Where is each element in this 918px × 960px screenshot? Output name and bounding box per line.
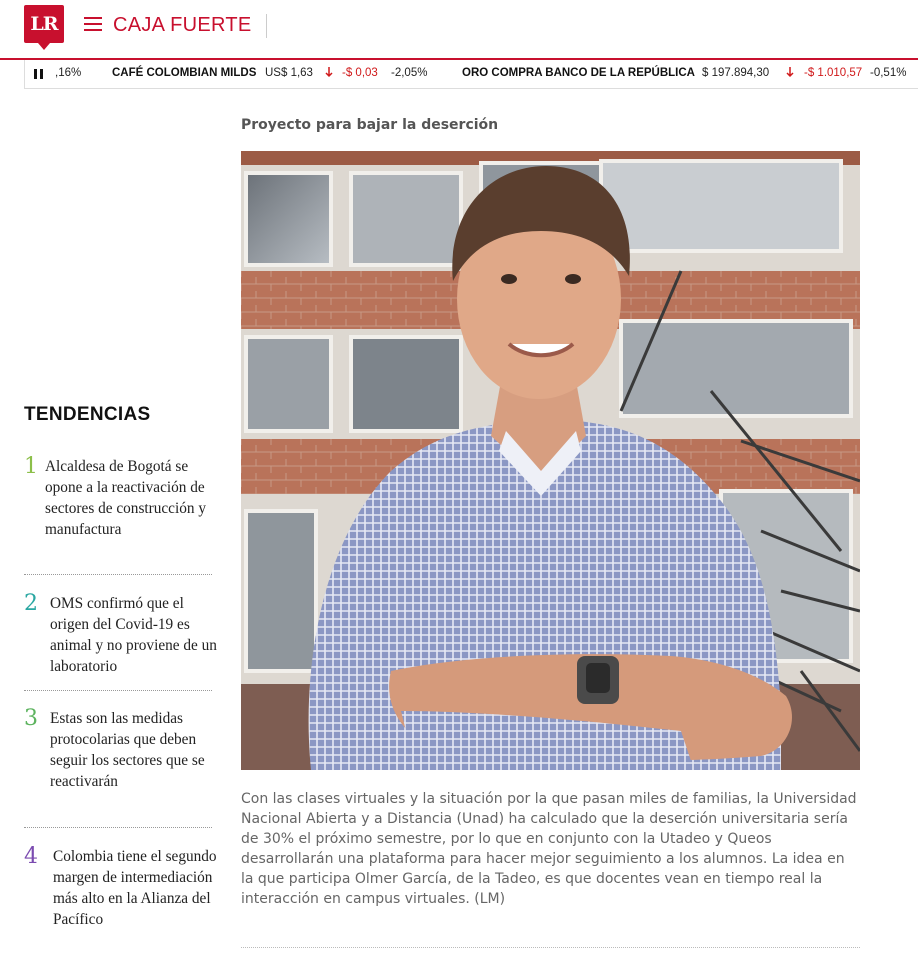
trending-link[interactable]: Estas son las medidas protocolarias que deben seguir los sectores que se reactivarán xyxy=(50,710,205,790)
trending-number: 4 xyxy=(24,844,38,869)
ticker-item-price: US$ 1,63 xyxy=(265,67,313,79)
ticker-item-percent: -0,51% xyxy=(870,67,907,79)
trending-link[interactable]: OMS confirmó que el origen del Covid-19 es animal y no proviene de un laboratorio xyxy=(50,595,217,675)
ticker-item-change: -$ 1.010,57 xyxy=(804,67,863,79)
ticker-item-percent: -2,05% xyxy=(391,67,428,79)
article-photo[interactable] xyxy=(241,151,860,770)
section-title[interactable]: CAJA FUERTE xyxy=(113,14,252,36)
trending-divider xyxy=(24,827,212,828)
pause-icon[interactable] xyxy=(34,69,43,79)
photo-caption: Con las clases virtuales y la situación por la que pasan miles de familias, la Universidad Nacional Abierta y a Distancia (Unad) ha calculado que la deserción universitaria sería de 30% el próximo semestre, por lo que en conjunto con la Utadeo y Queos desarrollarán una plataforma para hacer mejor seguimiento a los alumnos. La idea en la que participa Olmer García, de la Tadeo, es que docentes vean en tiempo real la interacción en campus virtuales. (LM) xyxy=(241,791,857,907)
trending-divider xyxy=(24,690,212,691)
ticker-item-price: $ 197.894,30 xyxy=(702,67,770,79)
trending-number: 1 xyxy=(24,454,38,479)
trending-number: 2 xyxy=(24,591,38,616)
trending-number: 3 xyxy=(24,706,38,731)
trending-link[interactable]: Alcaldesa de Bogotá se opone a la reactivación de sectores de construcción y manufactura xyxy=(45,458,206,538)
article-photo-illustration xyxy=(241,151,860,770)
lr-logo[interactable] xyxy=(24,5,64,43)
ticker-item-name: ORO COMPRA BANCO DE LA REPÚBLICA xyxy=(462,67,695,79)
site-header xyxy=(0,0,918,60)
logo-text: LR xyxy=(30,13,58,35)
market-ticker xyxy=(24,60,918,89)
down-arrow-icon xyxy=(325,66,333,78)
trending-link[interactable]: Colombia tiene el segundo margen de intermediación más alto en la Alianza del Pacífico xyxy=(53,848,217,928)
tendencias-title: TENDENCIAS xyxy=(24,404,151,425)
article-divider xyxy=(241,947,860,948)
ticker-partial-value: ,16% xyxy=(55,67,82,79)
down-arrow-icon xyxy=(786,66,794,78)
ticker-item-name: CAFÉ COLOMBIAN MILDS xyxy=(112,67,257,79)
ticker-item-change: -$ 0,03 xyxy=(342,67,378,79)
menu-icon[interactable] xyxy=(84,17,102,31)
header-divider xyxy=(266,14,267,38)
article-subhead: Proyecto para bajar la deserción xyxy=(241,117,499,133)
trending-divider xyxy=(24,574,212,575)
